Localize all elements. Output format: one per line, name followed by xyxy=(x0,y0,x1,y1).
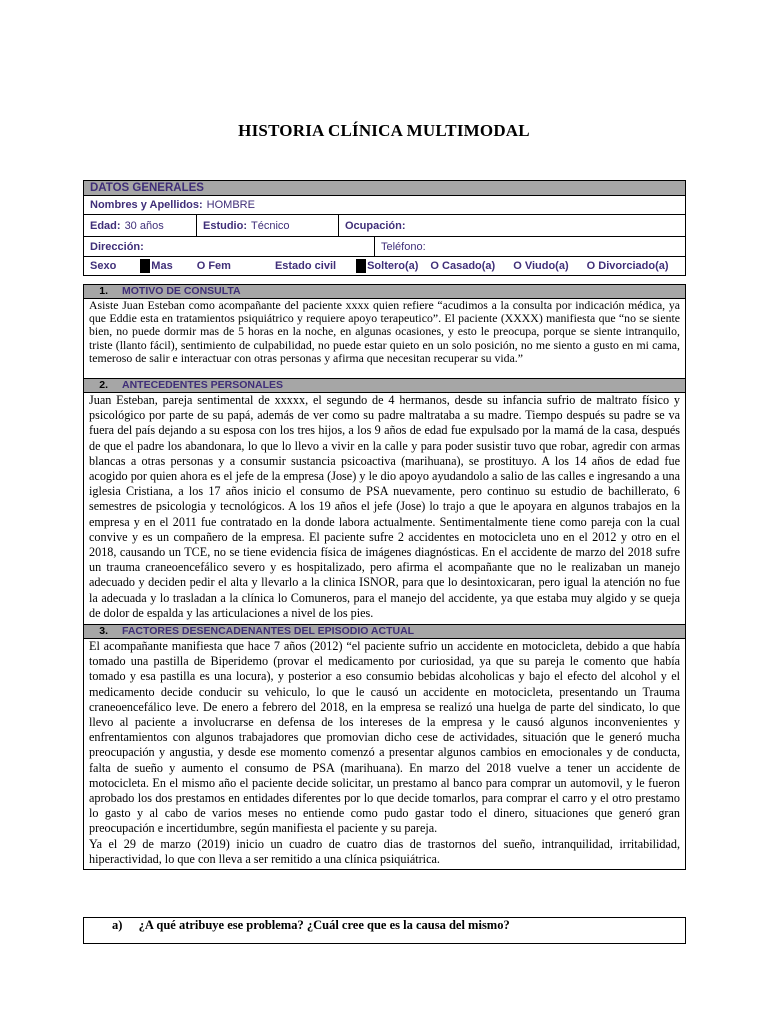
section-title: FACTORES DESENCADENANTES DEL EPISODIO ACTUAL xyxy=(122,625,415,637)
address-cell xyxy=(84,237,374,256)
occupation-label: Ocupación: xyxy=(345,219,406,232)
general-data-table xyxy=(83,180,686,276)
age-value: 30 años xyxy=(124,219,164,232)
age-label: Edad: xyxy=(90,219,121,232)
address-row xyxy=(84,237,685,257)
section-number: 2. xyxy=(99,379,108,391)
checkbox-icon[interactable] xyxy=(140,259,150,273)
section-1-text: Asiste Juan Esteban como acompañante del paciente xxxx quien refiere “acudimos a la consulta por indicación médica, ya que Eddie esta en tratamientos psiquiátrico y requiere apoyo terapeutico”. El paciente (XXXX) manifiesta que “no se siente bien, no puede dormir mas de 5 horas en la noche, en algunas ocasiones, y esto le preocupa, porque se siente intranquilo, triste (llanto fácil), sentimiento de culpabilidad, no puede estar quieto en un solo posición, no me siento a gusto en mi cama, temeroso de salir e interactuar con otras personas y afirma que necesitan recuperar su vida.” xyxy=(89,299,680,365)
clinical-sections-table xyxy=(83,284,686,870)
civil-option-married[interactable]: O Casado(a) xyxy=(430,260,496,272)
section-title: MOTIVO DE CONSULTA xyxy=(122,285,241,297)
name-label: Nombres y Apellidos: xyxy=(90,199,203,211)
study-label: Estudio: xyxy=(203,219,247,232)
age-cell xyxy=(84,215,196,236)
phone-label: Teléfono: xyxy=(381,240,426,253)
study-cell xyxy=(196,215,338,236)
section-3-text: El acompañante manifiesta que hace 7 años (2012) “el paciente sufrio un accidente en motocicleta, debido a que había tomado una pastilla de Biperidemo (provar el medicamento por curiosidad, ya que su pareja le comento que había tomado y esa pastilla es una locura), y posterior a eso consumio bebidas alcoholicas y bajo el efecto del alcohol y el medicamento decide conducir su vehiculo, lo que le causó un accidente en motocicleta, presentando un Trauma craneoencefálico leve. De enero a febrero del 2018, en la empresa se realizó una huelga de parte del sindicato, lo que llevo al paciente a involucrarse en defensa de los intereses de la empresa y le causó algunos inconvenientes y enfrentamientos con algunos trabajadores que promovian dicho cese de actividades, situación que le generó mucha preocupación y angustia, y desde ese momento comenzó a presentar algunos cambios en emocionales y de conducta, falta de sueño y aumento el consumo de PSA (marihuana). En marzo del 2018 vuelve a tener un accidente de motocicleta. En el mismo año el paciente decide solicitar, un prestamo al banco para comprar un automovil, y le fueron aprobado los dos prestamos en entidades diferentes por lo que decide tomarlos, para comprar el carro y el otro prestamo lo gasto y al cabo de varios meses no entiende como pudo gastar todo el dinero, situaciones que generó gran preocupación e incertidumbre, según manifiesta el paciente y su pareja. xyxy=(89,639,680,836)
page-title: HISTORIA CLÍNICA MULTIMODAL xyxy=(238,121,530,140)
section-number: 1. xyxy=(99,285,108,297)
general-data-header: DATOS GENERALES xyxy=(84,181,685,196)
address-label: Dirección: xyxy=(90,240,144,253)
sex-option-female[interactable]: O Fem xyxy=(196,260,231,272)
sex-civil-cell xyxy=(84,257,685,275)
sex-civil-row xyxy=(84,257,685,275)
civil-option-divorced[interactable]: O Divorciado(a) xyxy=(586,260,669,272)
section-2-header xyxy=(84,378,685,393)
name-value: HOMBRE xyxy=(206,199,255,211)
civil-option-widowed[interactable]: O Viudo(a) xyxy=(513,260,569,272)
checkbox-icon[interactable] xyxy=(356,259,366,273)
section-3-header xyxy=(84,624,685,639)
name-cell xyxy=(84,196,261,214)
sex-label: Sexo xyxy=(90,260,117,272)
age-row xyxy=(84,215,685,237)
occupation-cell xyxy=(338,215,685,236)
section-3-text-continued: Ya el 29 de marzo (2019) inicio un cuadro de cuatro dias de trastornos del sueño, intranquilidad, irritabilidad, hiperactividad, lo que con lleva a ser remitido a una clínica psiquiátrica. xyxy=(89,836,680,866)
name-row xyxy=(84,196,685,215)
study-value: Técnico xyxy=(251,219,290,232)
section-2-text: Juan Esteban, pareja sentimental de xxxxx, el segundo de 4 hermanos, desde su infancia sufrio de maltrato físico y psicológico por parte de su papá, además de ver como su padre maltrataba a su madre. Tiempo después su padre se va fuera del país dejando a su esposa con los tres hijos, a los 9 años de edad fue expulsado por la mamá de la casa, después de que el padre los abandonara, lo que lo llevo a vivir en la calle y para poder susistir tuvo que robar, agredir con armas blancas a otras personas y a consumir sustancia psicoactiva (marihuana), se prostituyo. A los 14 años de edad fue acogido por quien ahora es el jefe de la empresa (Jose) y le dio apoyo ayudandolo a salio de las calles e ingresando a una iglesia Cristiana, a los 17 años inicio el consumo de PSA nuevamente, pero continuo su estudio de bachillerato, 6 semestres de psicologia y tecnológicos. A los 19 años el jefe (Jose) lo trajo a que le apoyara en algunos trabajos en la empresa y en el 2011 fue contratado en la donde labora actualmente. Sentimentalmente tiene como pareja con la cual convive y es un compañero de la empresa. El paciente sufre 2 accidentes en motocicleta uno en el 2012 y otro en el 2018, causando un TCE, no se tiene evidencia física de imágenes diagnósticas. En el accidente de marzo del 2018 sufre un trauma craneoencefálico severo y es hospitalizado, pero afirma el acompañante que no le realizaban un manejo adecuado y deciden pedir el alta y llevarlo a la clinica ISNOR, para que lo desintoxicaran, pero igual la atención no fue la adecuada y lo trasladan a la clínica lo Comuneros, para el manejo del accidente, ya que estaba muy algido y se queja de dolor de espalda y las articulaciones a nivel de los pies. xyxy=(89,393,680,620)
question-text: ¿A qué atribuye ese problema? ¿Cuál cree que es la causa del mismo? xyxy=(138,918,510,932)
section-1-header xyxy=(84,284,685,299)
question-label: a) xyxy=(112,918,123,932)
section-number: 3. xyxy=(99,625,108,637)
civil-status-label: Estado civil xyxy=(274,260,337,272)
sex-option-male[interactable]: Mas xyxy=(151,260,173,272)
civil-option-single[interactable]: Soltero(a) xyxy=(367,260,419,272)
question-box[interactable] xyxy=(83,917,686,944)
phone-cell xyxy=(374,237,685,256)
section-title: ANTECEDENTES PERSONALES xyxy=(122,379,284,391)
